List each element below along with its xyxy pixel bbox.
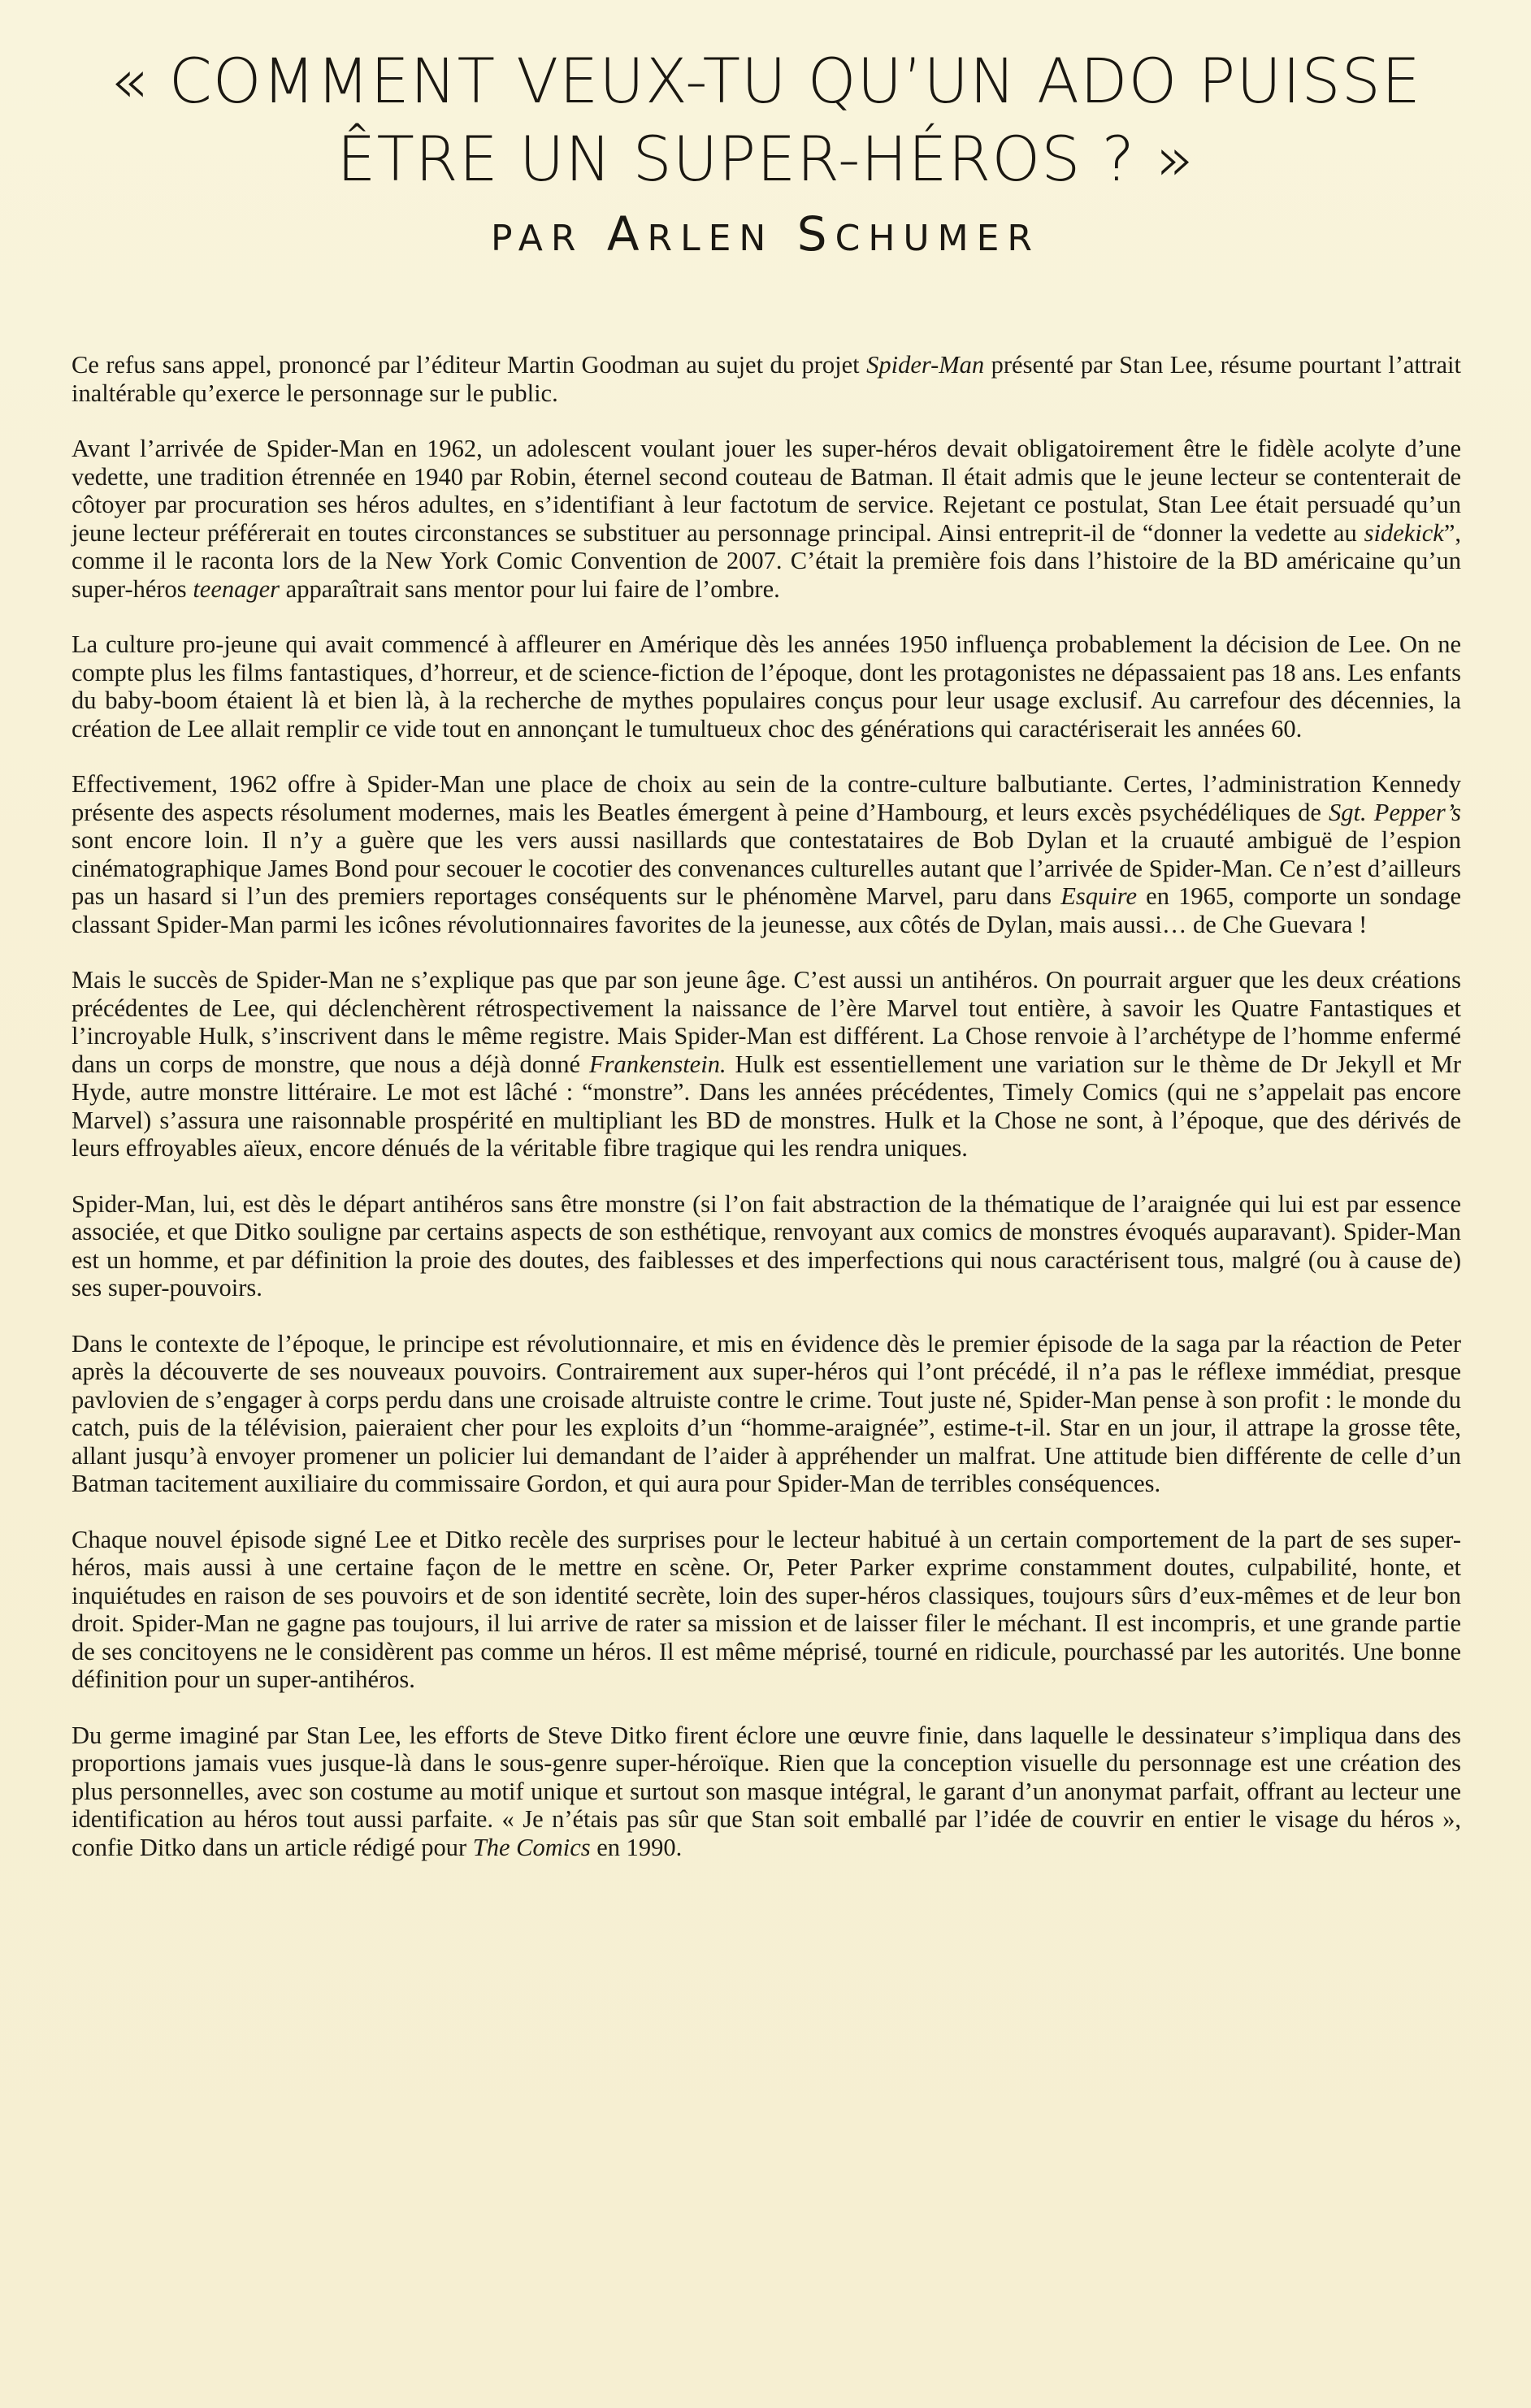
paragraph-2-italic-teenager: teenager	[193, 574, 280, 603]
paragraph-9-text-a: Du germe imaginé par Stan Lee, les efforts de Steve Ditko firent éclore une œuvre finie, dans laquelle le dessinateur s’impliqua dans des proportions jamais vues jusque-là dans le sous-genre super-héroïque. Rien que la conception visuelle du personnage est une création des plus personnelles, avec son costume au motif unique et surtout son masque intégral, le garant d’un anonymat parfait, offrant au lecteur une identification au héros tout aussi parfaite. « Je n’étais pas sûr que Stan soit emballé par l’idée de couvrir en entier le visage du héros », confie Ditko dans un article rédigé pour	[72, 1721, 1461, 1861]
paragraph-2-italic-sidekick: sidekick	[1364, 518, 1444, 547]
paragraph-7-text: Dans le contexte de l’époque, le principe est révolutionnaire, et mis en évidence dès le premier épisode de la saga par la réaction de Peter après la découverte de ses nouveaux pouvoirs. Contrairement aux super-héros qui l’ont précédé, il n’a pas le réflexe immédiat, presque pavlovien de s’engager à corps perdu dans une croisade altruiste contre le crime. Tout juste né, Spider-Man pense à son profit : le monde du catch, puis de la télévision, paieraient cher pour les exploits d’un “homme-araignée”, estime-t-il. Star en un jour, il attrape la grosse tête, allant jusqu’à envoyer promener un policier lui demandant de l’aider à appréhender un malfrat. Une attitude bien différente de celle d’un Batman tacitement auxiliaire du commissaire Gordon, et qui aura pour Spider-Man de terribles conséquences.	[72, 1329, 1461, 1497]
paragraph-4-text-a: Effectivement, 1962 offre à Spider-Man une place de choix au sein de la contre-culture balbutiante. Certes, l’administration Kennedy présente des aspects résolument modernes, mais les Beatles émergent à peine d’Hambourg, et leurs excès psychédéliques de	[72, 770, 1461, 826]
byline-first-initial: A	[606, 206, 648, 262]
paragraph-2-text-a: Avant l’arrivée de Spider-Man en 1962, un adolescent voulant jouer les super-héros devait obligatoirement être le fidèle acolyte d’une vedette, une tradition étrennée en 1940 par Robin, éternel second couteau de Batman. Il était admis que le jeune lecteur se contenterait de côtoyer par procuration ses héros adultes, en s’identifiant à leur factotum de service. Rejetant ce postulat, Stan Lee était persuadé qu’un jeune lecteur préférerait en toutes circonstances se substituer au personnage principal. Ainsi entreprit-il de “donner la vedette au	[72, 435, 1461, 547]
byline-first-rest: RLEN	[647, 218, 774, 259]
byline-last-initial: S	[796, 206, 835, 262]
paragraph-4	[72, 770, 1461, 938]
paragraph-4-text-e: en 1965, comporte un sondage classant Spider-Man parmi les icônes révolutionnaires favorites de la jeunesse, aux côtés de Dylan, mais aussi… de Che Guevara !	[72, 882, 1461, 938]
paragraph-5	[72, 966, 1461, 1163]
paragraph-6	[72, 1190, 1461, 1302]
paragraph-6-text: Spider-Man, lui, est dès le départ antihéros sans être monstre (si l’on fait abstraction de la thématique de l’araignée qui lui est par essence associée, et que Ditko souligne par certains aspects de son esthétique, renvoyant aux comics de monstres évoqués auparavant). Spider-Man est un homme, et par définition la proie des doutes, des faiblesses et des imperfections qui nous caractérisent tous, malgré (ou à cause de) ses super-pouvoirs.	[72, 1189, 1461, 1301]
paragraph-1-text-c: présenté par Stan Lee, résume pourtant l’attrait inaltérable qu’exerce le personnage sur le public.	[72, 351, 1461, 407]
byline-last-rest: CHUMER	[835, 218, 1040, 259]
title-line-2: ÊTRE UN SUPER-HÉROS ? »	[336, 123, 1195, 195]
paragraph-8	[72, 1526, 1461, 1694]
paragraph-2-text-c: ”, comme il le raconta lors de la New York Comic Convention de 2007. C’était la première fois dans l’histoire de la BD américaine qu’un super-héros	[72, 518, 1461, 603]
paragraph-4-italic-esquire: Esquire	[1060, 882, 1137, 910]
paragraph-5-italic-frankenstein: Frankenstein.	[589, 1050, 726, 1078]
paragraph-1	[72, 351, 1461, 407]
article-body	[72, 351, 1461, 1861]
paragraph-1-italic-title: Spider-Man	[866, 351, 985, 379]
paragraph-5-text-a: Mais le succès de Spider-Man ne s’explique pas que par son jeune âge. C’est aussi un antihéros. On pourrait arguer que les deux créations précédentes de Lee, qui déclenchèrent rétrospectivement la naissance de l’ère Marvel tout entière, à savoir les Quatre Fantastiques et l’incroyable Hulk, s’inscrivent dans le même registre. Mais Spider-Man est différent. La Chose renvoie à l’archétype de l’homme enfermé dans un corps de monstre, que nous a déjà donné	[72, 966, 1461, 1078]
title-line-1: « COMMENT VEUX-TU QU’UN ADO PUISSE	[110, 45, 1421, 117]
paragraph-1-text-a: Ce refus sans appel, prononcé par l’éditeur Martin Goodman au sujet du projet	[72, 351, 867, 379]
paragraph-9	[72, 1722, 1461, 1862]
paragraph-3-text: La culture pro-jeune qui avait commencé à affleurer en Amérique dès les années 1950 influença probablement la décision de Lee. On ne compte plus les films fantastiques, d’horreur, et de science-fiction de l’époque, dont les protagonistes ne dépassaient pas 18 ans. Les enfants du baby-boom étaient là et bien là, à la recherche de mythes populaires conçus pour leur usage exclusif. Au carrefour des décennies, la création de Lee allait remplir ce vide tout en annonçant le tumultueux choc des générations qui caractériserait les années 60.	[72, 630, 1461, 743]
paragraph-2	[72, 435, 1461, 603]
title-block	[0, 42, 1531, 268]
paragraph-7	[72, 1330, 1461, 1498]
paragraph-9-text-c: en 1990.	[590, 1833, 683, 1861]
paragraph-5-text-c: Hulk est essentiellement une variation sur le thème de Dr Jekyll et Mr Hyde, autre monstre littéraire. Le mot est lâché : “monstre”. Dans les années précédentes, Timely Comics (qui ne s’appelait pas encore Marvel) s’assura une raisonnable prospérité en multipliant les BD de monstres. Hulk et la Chose ne sont, à l’époque, que des dérivés de leurs effroyables aïeux, encore dénués de la véritable fibre tragique qui les rendra uniques.	[72, 1050, 1461, 1162]
paragraph-2-text-e: apparaîtrait sans mentor pour lui faire de l’ombre.	[280, 574, 780, 603]
byline-par: PAR	[491, 218, 584, 259]
paragraph-4-text-c: sont encore loin. Il n’y a guère que les vers aussi nasillards que contestataires de Bob Dylan et la cruauté ambiguë de l’espion cinématographique James Bond pour secouer le cocotier des convenances culturelles autant que l’arrivée de Spider-Man. Ce n’est d’ailleurs pas un hasard si l’un des premiers reportages conséquents sur le phénomène Marvel, paru dans	[72, 826, 1461, 910]
paragraph-9-italic-the-comics: The Comics	[472, 1833, 591, 1861]
paragraph-8-text: Chaque nouvel épisode signé Lee et Ditko recèle des surprises pour le lecteur habitué à un certain comportement de la part de ses super-héros, mais aussi à une certaine façon de le mettre en scène. Or, Peter Parker exprime constamment doutes, culpabilité, honte, et inquiétudes en raison de ses pouvoirs et de son identité secrète, loin des super-héros classiques, toujours sûrs d’eux-mêmes et de leur bon droit. Spider-Man ne gagne pas toujours, il lui arrive de rater sa mission et de laisser filer le méchant. Il est incompris, et une grande partie de ses concitoyens ne le considèrent pas comme un héros. Il est même méprisé, tourné en ridicule, pourchassé par les autorités. Une bonne définition pour un super-antihéros.	[72, 1525, 1461, 1693]
paragraph-3	[72, 630, 1461, 743]
byline	[0, 205, 1531, 268]
paragraph-4-italic-sgt-pepper: Sgt. Pepper’s	[1329, 798, 1461, 826]
